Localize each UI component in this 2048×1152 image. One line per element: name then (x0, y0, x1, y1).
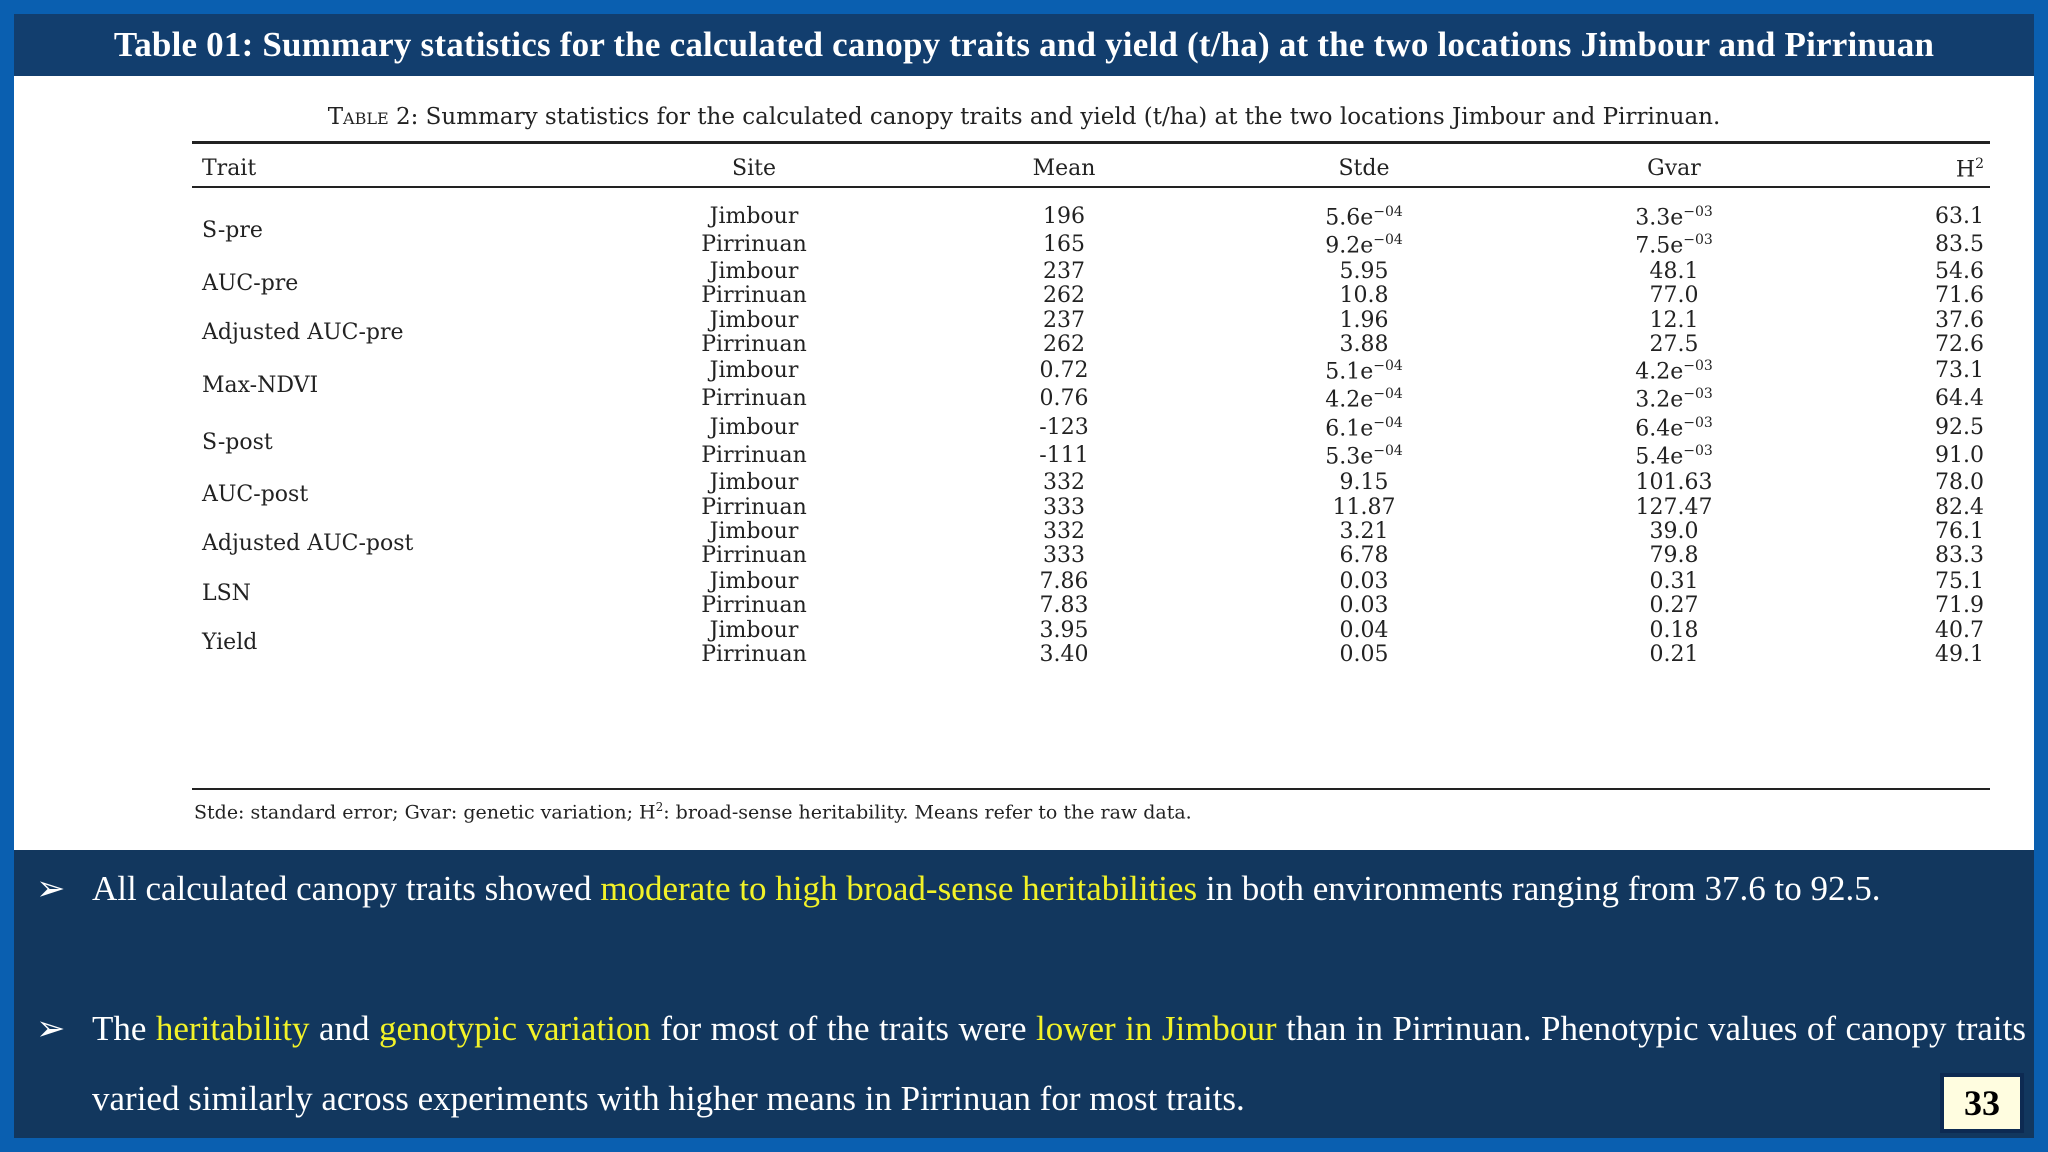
cell-value: -123 (1039, 415, 1089, 440)
bullet-text-segment: The (92, 1009, 156, 1048)
table-cell-site (594, 358, 914, 383)
page-number-box (1940, 1073, 2024, 1133)
table-cell-stde (1214, 204, 1514, 230)
table-cell-mean (914, 204, 1214, 229)
table-cell-h2 (1834, 593, 1984, 618)
bullet-item-1 (36, 854, 2026, 924)
cell-exponent: −04 (1373, 415, 1403, 431)
table-cell-mean (914, 332, 1214, 357)
cell-value: 77.0 (1649, 283, 1699, 308)
footnote-sup: 2 (655, 800, 664, 814)
table-cell-mean (914, 443, 1214, 468)
cell-value: 49.1 (1935, 642, 1984, 667)
cell-value: 0.03 (1339, 593, 1389, 618)
header-h2-label: H (1955, 157, 1976, 183)
bullet-text-1 (92, 854, 2026, 924)
table-cell-h2 (1834, 259, 1984, 284)
cell-value: 7.86 (1039, 569, 1089, 594)
cell-value: Pirrinuan (701, 543, 807, 568)
cell-value: 39.0 (1649, 519, 1699, 544)
slide-title: Table 01: Summary statistics for the calculated canopy traits and yield (t/ha) at the two locations Jimbour and Pirrinuan (113, 25, 1935, 64)
table-cell-stde (1214, 386, 1514, 412)
table-cell-site (594, 283, 914, 308)
table-cell-mean (914, 642, 1214, 667)
table-cell-stde (1214, 232, 1514, 258)
cell-value: 3.3e (1635, 205, 1684, 231)
table-cell-gvar (1514, 386, 1834, 412)
highlighted-text: genotypic variation (378, 1009, 651, 1048)
table-cell-h2 (1834, 358, 1984, 383)
cell-value: 92.5 (1935, 415, 1984, 440)
table-caption-text: Summary statistics for the calculated canopy traits and yield (t/ha) at the two locations Jimbour and Pirrinuan. (425, 104, 1721, 130)
bullet-text-segment: in both environments ranging from 37.6 to 92.5. (1197, 869, 1881, 908)
header-mean: Mean (1032, 156, 1096, 181)
table-cell-site (594, 642, 914, 667)
table-cell-site (594, 618, 914, 643)
table-cell-h2 (1834, 283, 1984, 308)
cell-value: 5.3e (1325, 444, 1374, 470)
cell-value: Jimbour (709, 415, 799, 440)
table-cell-h2 (1834, 415, 1984, 440)
cell-value: 262 (1043, 283, 1085, 308)
table-cell-stde (1214, 308, 1514, 333)
table-caption (14, 104, 2034, 130)
cell-value: 54.6 (1935, 259, 1984, 284)
trait-name: Max-NDVI (202, 373, 319, 398)
table-cell-h2 (1834, 332, 1984, 357)
table-cell-gvar (1514, 232, 1834, 258)
cell-value: 7.83 (1039, 593, 1089, 618)
bullet-text-segment: than in Pirrinuan. Phenotypic values of canopy traits varied similarly across experiments with higher means in Pirrinuan for most traits. (92, 1009, 2026, 1118)
cell-value: 71.9 (1935, 593, 1984, 618)
cell-value: Pirrinuan (701, 495, 807, 520)
cell-value: 76.1 (1935, 519, 1984, 544)
table-cell-h2 (1834, 642, 1984, 667)
cell-value: 332 (1043, 519, 1085, 544)
cell-value: 72.6 (1935, 332, 1984, 357)
cell-value: 101.63 (1635, 470, 1713, 495)
cell-value: 0.04 (1339, 618, 1389, 643)
cell-value: 0.03 (1339, 569, 1389, 594)
page-number: 33 (1964, 1083, 2000, 1123)
bullet-text-segment: for most of the traits were (650, 1009, 1036, 1048)
cell-value: 4.2e (1635, 359, 1684, 385)
table-cell-h2 (1834, 618, 1984, 643)
table-cell-mean (914, 618, 1214, 643)
header-trait: Trait (202, 156, 257, 181)
table-cell-gvar (1514, 204, 1834, 230)
cell-value: 333 (1043, 543, 1085, 568)
cell-value: 0.31 (1649, 569, 1699, 594)
cell-value: Pirrinuan (701, 593, 807, 618)
cell-value: -111 (1039, 443, 1089, 468)
table-cell-gvar (1514, 332, 1834, 357)
trait-name: Adjusted AUC-post (202, 531, 414, 556)
table-cell-gvar (1514, 642, 1834, 667)
bullet-text-segment: and (309, 1009, 379, 1048)
cell-exponent: −04 (1373, 358, 1403, 374)
table-bottom-rule (192, 788, 1990, 790)
cell-value: 73.1 (1935, 358, 1984, 383)
table-cell-mean (914, 495, 1214, 520)
header-h2-sup: 2 (1975, 156, 1984, 172)
slide-title-bar (14, 14, 2034, 76)
table-footnote (194, 800, 1192, 823)
table-cell-mean (914, 519, 1214, 544)
table-cell-site (594, 308, 914, 333)
cell-value: Jimbour (709, 308, 799, 333)
trait-name: S-post (202, 430, 273, 455)
footnote-part-b: : broad-sense heritability. Means refer to the raw data. (663, 801, 1192, 824)
table-cell-site (594, 495, 914, 520)
bullet-text-2 (92, 994, 2026, 1134)
cell-value: 165 (1043, 232, 1085, 257)
table-cell-stde (1214, 443, 1514, 469)
table-cell-h2 (1834, 519, 1984, 544)
cell-value: 0.72 (1039, 358, 1089, 383)
cell-exponent: −03 (1683, 232, 1713, 248)
table-cell-stde (1214, 283, 1514, 308)
cell-value: Jimbour (709, 358, 799, 383)
table-cell-site (594, 204, 914, 229)
arrow-bullet-icon: ➢ (36, 869, 66, 908)
cell-value: 3.40 (1039, 642, 1089, 667)
table-cell-stde (1214, 495, 1514, 520)
table-cell-mean (914, 593, 1214, 618)
table-cell-gvar (1514, 308, 1834, 333)
cell-value: Jimbour (709, 259, 799, 284)
table-cell-mean (914, 232, 1214, 257)
cell-value: Pirrinuan (701, 332, 807, 357)
cell-value: 63.1 (1935, 204, 1984, 229)
table-cell-site (594, 443, 914, 468)
cell-value: 5.6e (1325, 205, 1374, 231)
cell-value: 3.88 (1339, 332, 1389, 357)
header-stde: Stde (1338, 156, 1390, 181)
highlighted-text: lower in Jimbour (1036, 1009, 1277, 1048)
cell-value: 333 (1043, 495, 1085, 520)
table-cell-stde (1214, 642, 1514, 667)
cell-value: 0.05 (1339, 642, 1389, 667)
cell-value: 6.78 (1339, 543, 1389, 568)
cell-value: 3.95 (1039, 618, 1089, 643)
cell-value: Jimbour (709, 569, 799, 594)
cell-value: 82.4 (1935, 495, 1984, 520)
table-cell-site (594, 332, 914, 357)
cell-value: 71.6 (1935, 283, 1984, 308)
cell-value: 1.96 (1339, 308, 1389, 333)
table-cell-gvar (1514, 415, 1834, 441)
table-cell-stde (1214, 259, 1514, 284)
cell-value: 196 (1043, 204, 1085, 229)
cell-value: Pirrinuan (701, 386, 807, 411)
cell-exponent: −04 (1373, 386, 1403, 402)
highlighted-text: heritability (155, 1009, 310, 1048)
table-cell-stde (1214, 543, 1514, 568)
table-cell-h2 (1834, 204, 1984, 229)
table-cell-gvar (1514, 593, 1834, 618)
table-cell-gvar (1514, 259, 1834, 284)
table-cell-stde (1214, 358, 1514, 384)
trait-name: AUC-pre (202, 271, 299, 296)
table-cell-h2 (1834, 543, 1984, 568)
table-cell-stde (1214, 519, 1514, 544)
cell-value: 237 (1043, 259, 1085, 284)
table-cell-mean (914, 283, 1214, 308)
cell-value: 332 (1043, 470, 1085, 495)
table-cell-mean (914, 358, 1214, 383)
cell-value: Jimbour (709, 470, 799, 495)
cell-value: 5.4e (1635, 444, 1684, 470)
cell-value: 78.0 (1935, 470, 1984, 495)
table-cell-gvar (1514, 543, 1834, 568)
table-caption-label: Table 2: (327, 104, 419, 130)
table-cell-site (594, 415, 914, 440)
summary-panel (14, 850, 2034, 1138)
cell-exponent: −04 (1373, 443, 1403, 459)
table-cell-gvar (1514, 519, 1834, 544)
cell-value: 75.1 (1935, 569, 1984, 594)
table-cell-h2 (1834, 443, 1984, 468)
table-cell-stde (1214, 593, 1514, 618)
table-cell-h2 (1834, 470, 1984, 495)
trait-name: LSN (202, 581, 251, 606)
cell-value: Pirrinuan (701, 283, 807, 308)
header-gvar: Gvar (1647, 156, 1701, 181)
cell-value: 91.0 (1935, 443, 1984, 468)
cell-exponent: −04 (1373, 232, 1403, 248)
table-cell-stde (1214, 470, 1514, 495)
header-h2 (1834, 156, 1984, 182)
cell-value: 83.5 (1935, 232, 1984, 257)
table-image-area (14, 76, 2034, 850)
table-cell-gvar (1514, 443, 1834, 469)
cell-value: 262 (1043, 332, 1085, 357)
table-cell-gvar (1514, 283, 1834, 308)
cell-value: 5.1e (1325, 359, 1374, 385)
cell-exponent: −03 (1683, 386, 1713, 402)
cell-value: 10.8 (1339, 283, 1389, 308)
footnote-part-a: Stde: standard error; Gvar: genetic variation; H (194, 801, 656, 824)
cell-value: 11.87 (1332, 495, 1396, 520)
table-cell-mean (914, 470, 1214, 495)
cell-exponent: −04 (1373, 204, 1403, 220)
header-site: Site (732, 156, 776, 181)
cell-value: 37.6 (1935, 308, 1984, 333)
cell-value: 64.4 (1935, 386, 1984, 411)
cell-value: 6.4e (1635, 416, 1684, 442)
table-cell-gvar (1514, 470, 1834, 495)
bullet-text-segment: All calculated canopy traits showed (92, 869, 601, 908)
trait-name: Yield (202, 630, 258, 655)
table-cell-mean (914, 543, 1214, 568)
cell-value: Jimbour (709, 519, 799, 544)
cell-value: 0.21 (1649, 642, 1699, 667)
cell-value: 9.15 (1339, 470, 1389, 495)
table-cell-stde (1214, 415, 1514, 441)
table-cell-mean (914, 386, 1214, 411)
cell-value: Pirrinuan (701, 443, 807, 468)
cell-value: 4.2e (1325, 387, 1374, 413)
arrow-bullet-icon: ➢ (36, 1009, 66, 1048)
cell-value: 9.2e (1325, 233, 1374, 259)
table-top-rule (192, 141, 1990, 144)
cell-value: 3.2e (1635, 387, 1684, 413)
table-cell-gvar (1514, 495, 1834, 520)
cell-value: 7.5e (1635, 233, 1684, 259)
table-header-rule (192, 186, 1990, 188)
bullet-item-2 (36, 994, 2026, 1134)
cell-exponent: −03 (1683, 358, 1713, 374)
cell-value: Jimbour (709, 618, 799, 643)
cell-value: 6.1e (1325, 416, 1374, 442)
table-cell-site (594, 259, 914, 284)
cell-value: 0.18 (1649, 618, 1699, 643)
cell-exponent: −03 (1683, 415, 1713, 431)
table-cell-h2 (1834, 308, 1984, 333)
table-cell-mean (914, 308, 1214, 333)
cell-exponent: −03 (1683, 204, 1713, 220)
table-cell-mean (914, 415, 1214, 440)
table-cell-h2 (1834, 569, 1984, 594)
cell-value: 237 (1043, 308, 1085, 333)
table-cell-mean (914, 259, 1214, 284)
cell-value: 48.1 (1649, 259, 1699, 284)
trait-name: AUC-post (202, 482, 309, 507)
cell-exponent: −03 (1683, 443, 1713, 459)
table-cell-h2 (1834, 495, 1984, 520)
table-cell-mean (914, 569, 1214, 594)
table-cell-site (594, 386, 914, 411)
table-cell-h2 (1834, 232, 1984, 257)
trait-name: S-pre (202, 218, 263, 243)
cell-value: 3.21 (1339, 519, 1389, 544)
trait-name: Adjusted AUC-pre (202, 320, 404, 345)
table-cell-site (594, 569, 914, 594)
cell-value: 83.3 (1935, 543, 1984, 568)
table-cell-site (594, 593, 914, 618)
cell-value: Jimbour (709, 204, 799, 229)
cell-value: Pirrinuan (701, 232, 807, 257)
cell-value: 27.5 (1649, 332, 1699, 357)
table-cell-gvar (1514, 358, 1834, 384)
table-cell-h2 (1834, 386, 1984, 411)
cell-value: 0.76 (1039, 386, 1089, 411)
highlighted-text: moderate to high broad-sense heritabilities (600, 869, 1198, 908)
table-cell-stde (1214, 569, 1514, 594)
table-cell-site (594, 232, 914, 257)
table-cell-site (594, 470, 914, 495)
cell-value: 0.27 (1649, 593, 1699, 618)
table-cell-site (594, 519, 914, 544)
cell-value: Pirrinuan (701, 642, 807, 667)
cell-value: 5.95 (1339, 259, 1389, 284)
table-cell-gvar (1514, 618, 1834, 643)
table-cell-gvar (1514, 569, 1834, 594)
cell-value: 127.47 (1635, 495, 1713, 520)
cell-value: 12.1 (1649, 308, 1699, 333)
cell-value: 79.8 (1649, 543, 1699, 568)
table-cell-stde (1214, 332, 1514, 357)
cell-value: 40.7 (1935, 618, 1984, 643)
table-cell-stde (1214, 618, 1514, 643)
table-cell-site (594, 543, 914, 568)
